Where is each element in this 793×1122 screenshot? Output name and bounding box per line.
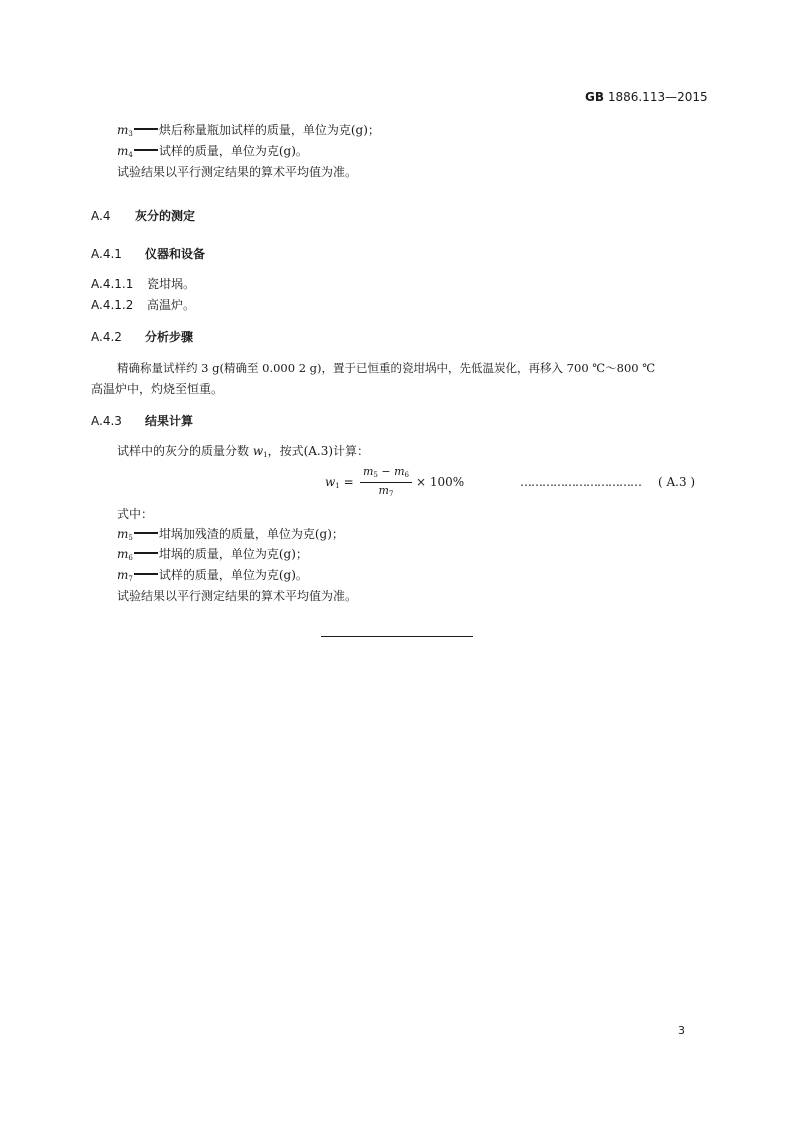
num-a-subscript: 5 bbox=[373, 471, 378, 479]
section-number: A.4.1 bbox=[91, 247, 122, 261]
item-a412 bbox=[91, 297, 195, 313]
section-number: A.4 bbox=[91, 209, 111, 223]
var-m6-line bbox=[117, 546, 308, 566]
var-subscript: 6 bbox=[128, 554, 133, 562]
section-number: A.4.2 bbox=[91, 330, 122, 344]
lhs-subscript: 1 bbox=[335, 482, 340, 490]
var-subscript: 7 bbox=[128, 575, 133, 583]
conclusion-text: 试验结果以平行测定结果的算术平均值为准。 bbox=[117, 165, 358, 179]
var-description: 坩埚的质量，单位为克(g)； bbox=[158, 547, 308, 561]
calculation-intro bbox=[117, 443, 369, 463]
var-subscript: 5 bbox=[128, 534, 133, 542]
var-description: 烘后称量瓶加试样的质量，单位为克(g)； bbox=[158, 123, 380, 137]
section-heading-a4 bbox=[91, 207, 195, 224]
item-text: 瓷坩埚。 bbox=[147, 277, 196, 291]
var-symbol: m bbox=[117, 123, 129, 137]
var-symbol: w bbox=[252, 444, 264, 458]
var-m4-line bbox=[117, 143, 308, 163]
section-number: A.4.3 bbox=[91, 414, 122, 428]
conclusion-text: 试验结果以平行测定结果的算术平均值为准。 bbox=[117, 589, 358, 603]
var-description: 试样的质量，单位为克(g)。 bbox=[158, 568, 308, 582]
formula-lhs bbox=[325, 474, 354, 494]
item-text: 高温炉。 bbox=[147, 298, 196, 312]
formula-label: ( A.3 ) bbox=[658, 475, 696, 489]
intro-text-end: ，按式(A.3)计算： bbox=[267, 444, 370, 458]
em-dash bbox=[134, 573, 158, 575]
fraction-bar bbox=[360, 482, 412, 483]
var-m7-line bbox=[117, 567, 308, 587]
intro-text: 试样中的灰分的质量分数 bbox=[117, 444, 253, 458]
item-number: A.4.1.2 bbox=[91, 298, 134, 312]
standard-prefix: GB bbox=[585, 90, 604, 104]
num-b-subscript: 6 bbox=[404, 471, 410, 479]
var-m5-line bbox=[117, 526, 344, 546]
section-heading-a43 bbox=[91, 412, 193, 429]
procedure-line-1: 精确称量试样约 3 g(精确至 0.000 2 g)，置于已恒重的瓷坩埚中，先低温炭化，再移入 700 ℃～800 ℃ bbox=[117, 361, 656, 375]
em-dash bbox=[134, 532, 158, 534]
procedure-line-2: 高温炉中，灼烧至恒重。 bbox=[91, 382, 224, 396]
var-subscript: 3 bbox=[128, 130, 133, 138]
multiplier: × 100% bbox=[416, 475, 465, 489]
var-description: 试样的质量，单位为克(g)。 bbox=[158, 144, 308, 158]
em-dash bbox=[134, 128, 158, 130]
leader-dots: …………………………… bbox=[520, 475, 641, 489]
den-symbol: m bbox=[378, 484, 389, 497]
equals-sign: = bbox=[343, 475, 354, 489]
em-dash bbox=[134, 149, 158, 151]
item-a411 bbox=[91, 276, 195, 292]
fraction-numerator bbox=[358, 465, 414, 479]
em-dash bbox=[134, 552, 158, 554]
section-heading-a41 bbox=[91, 245, 205, 262]
fraction-denominator bbox=[358, 484, 414, 498]
var-subscript: 4 bbox=[128, 151, 133, 159]
num-a-symbol: m bbox=[362, 465, 374, 478]
end-of-document-rule bbox=[321, 636, 473, 637]
var-symbol: m bbox=[117, 144, 129, 158]
section-heading-a42 bbox=[91, 328, 193, 345]
where-label: 式中： bbox=[117, 507, 154, 521]
var-symbol: m bbox=[117, 568, 129, 582]
section-title: 分析步骤 bbox=[145, 330, 194, 344]
var-symbol: m bbox=[117, 547, 129, 561]
section-title: 灰分的测定 bbox=[135, 209, 196, 223]
section-title: 结果计算 bbox=[145, 414, 194, 428]
page-number: 3 bbox=[678, 1024, 685, 1037]
section-title: 仪器和设备 bbox=[145, 247, 206, 261]
var-symbol: m bbox=[117, 527, 129, 541]
var-description: 坩埚加残渣的质量，单位为克(g)； bbox=[158, 527, 344, 541]
den-subscript: 7 bbox=[388, 490, 394, 498]
standard-number bbox=[585, 90, 708, 104]
num-b-symbol: m bbox=[394, 465, 405, 478]
lhs-symbol: w bbox=[325, 475, 336, 489]
standard-code: 1886.113—2015 bbox=[607, 90, 708, 104]
minus-sign: − bbox=[381, 465, 391, 478]
var-subscript: 1 bbox=[263, 451, 268, 459]
item-number: A.4.1.1 bbox=[91, 277, 134, 291]
var-m3-line bbox=[117, 122, 380, 142]
